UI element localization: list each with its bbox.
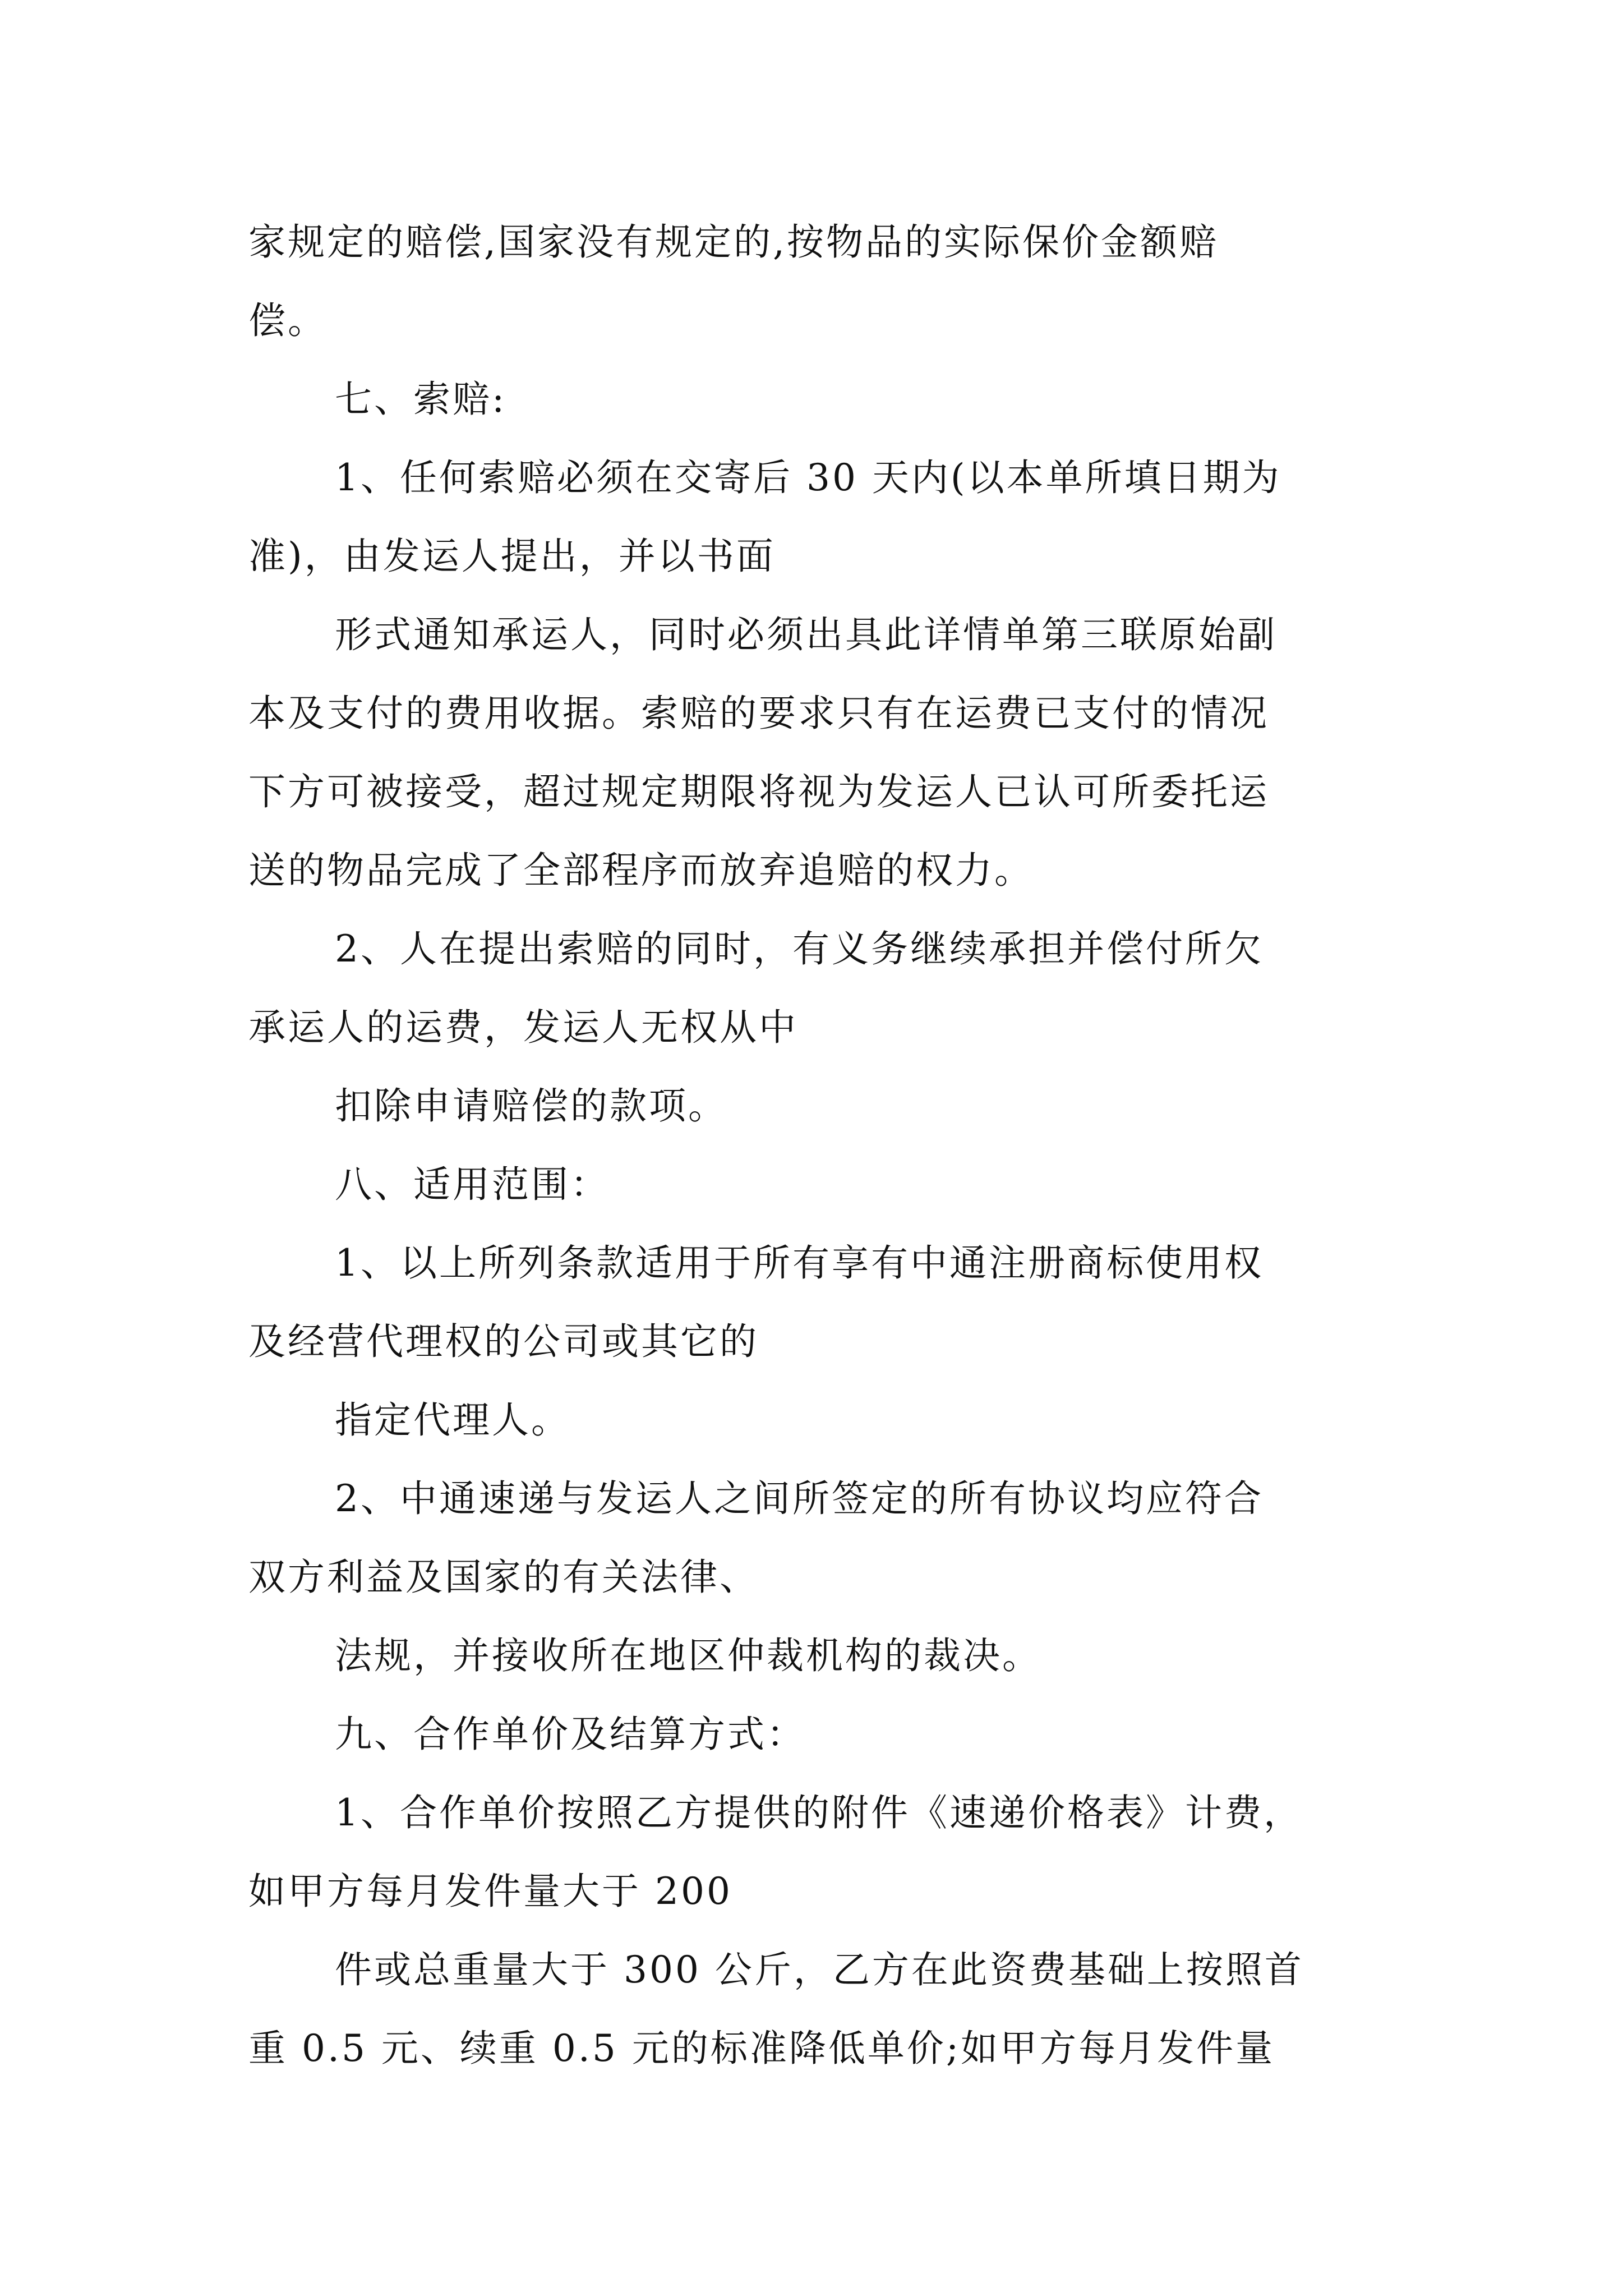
- paragraph-line: 下方可被接受，超过规定期限将视为发运人已认可所委托运: [248, 770, 1269, 813]
- paragraph-line: 2、中通速递与发运人之间所签定的所有协议均应符合: [335, 1477, 1264, 1520]
- paragraph-line: 扣除申请赔偿的款项。: [335, 1084, 727, 1128]
- paragraph-line: 1、合作单价按照乙方提供的附件《速递价格表》计费，: [335, 1791, 1303, 1834]
- paragraph-line: 双方利益及国家的有关法律、: [248, 1556, 759, 1599]
- paragraph-line: 本及支付的费用收据。索赔的要求只有在运费已支付的情况: [248, 692, 1269, 735]
- paragraph-line: 如甲方每月发件量大于 200: [248, 1870, 732, 1913]
- paragraph-line: 偿。: [248, 299, 327, 342]
- paragraph-line: 指定代理人。: [335, 1398, 570, 1442]
- paragraph-line: 准)，由发运人提出，并以书面: [248, 535, 776, 578]
- paragraph-line: 1、以上所列条款适用于所有享有中通注册商标使用权: [335, 1241, 1264, 1285]
- paragraph-line: 件或总重量大于 300 公斤，乙方在此资费基础上按照首: [335, 1948, 1304, 1991]
- paragraph-line: 重 0.5 元、续重 0.5 元的标准降低单价;如甲方每月发件量: [248, 2027, 1275, 2070]
- paragraph-line: 法规，并接收所在地区仲裁机构的裁决。: [335, 1634, 1041, 1677]
- section-heading: 七、索赔:: [335, 378, 507, 421]
- paragraph-line: 承运人的运费，发运人无权从中: [248, 1006, 798, 1049]
- paragraph-line: 形式通知承运人，同时必须出具此详情单第三联原始副: [335, 613, 1277, 656]
- section-heading: 九、合作单价及结算方式：: [335, 1713, 806, 1756]
- section-heading: 八、适用范围：: [335, 1163, 610, 1206]
- paragraph-line: 及经营代理权的公司或其它的: [248, 1320, 759, 1363]
- paragraph-line: 家规定的赔偿,国家没有规定的,按物品的实际保价金额赔: [248, 220, 1219, 264]
- paragraph-line: 送的物品完成了全部程序而放弃追赔的权力。: [248, 849, 1034, 892]
- paragraph-line: 1、任何索赔必须在交寄后 30 天内(以本单所填日期为: [335, 456, 1281, 499]
- paragraph-line: 2、人在提出索赔的同时，有义务继续承担并偿付所欠: [335, 927, 1264, 970]
